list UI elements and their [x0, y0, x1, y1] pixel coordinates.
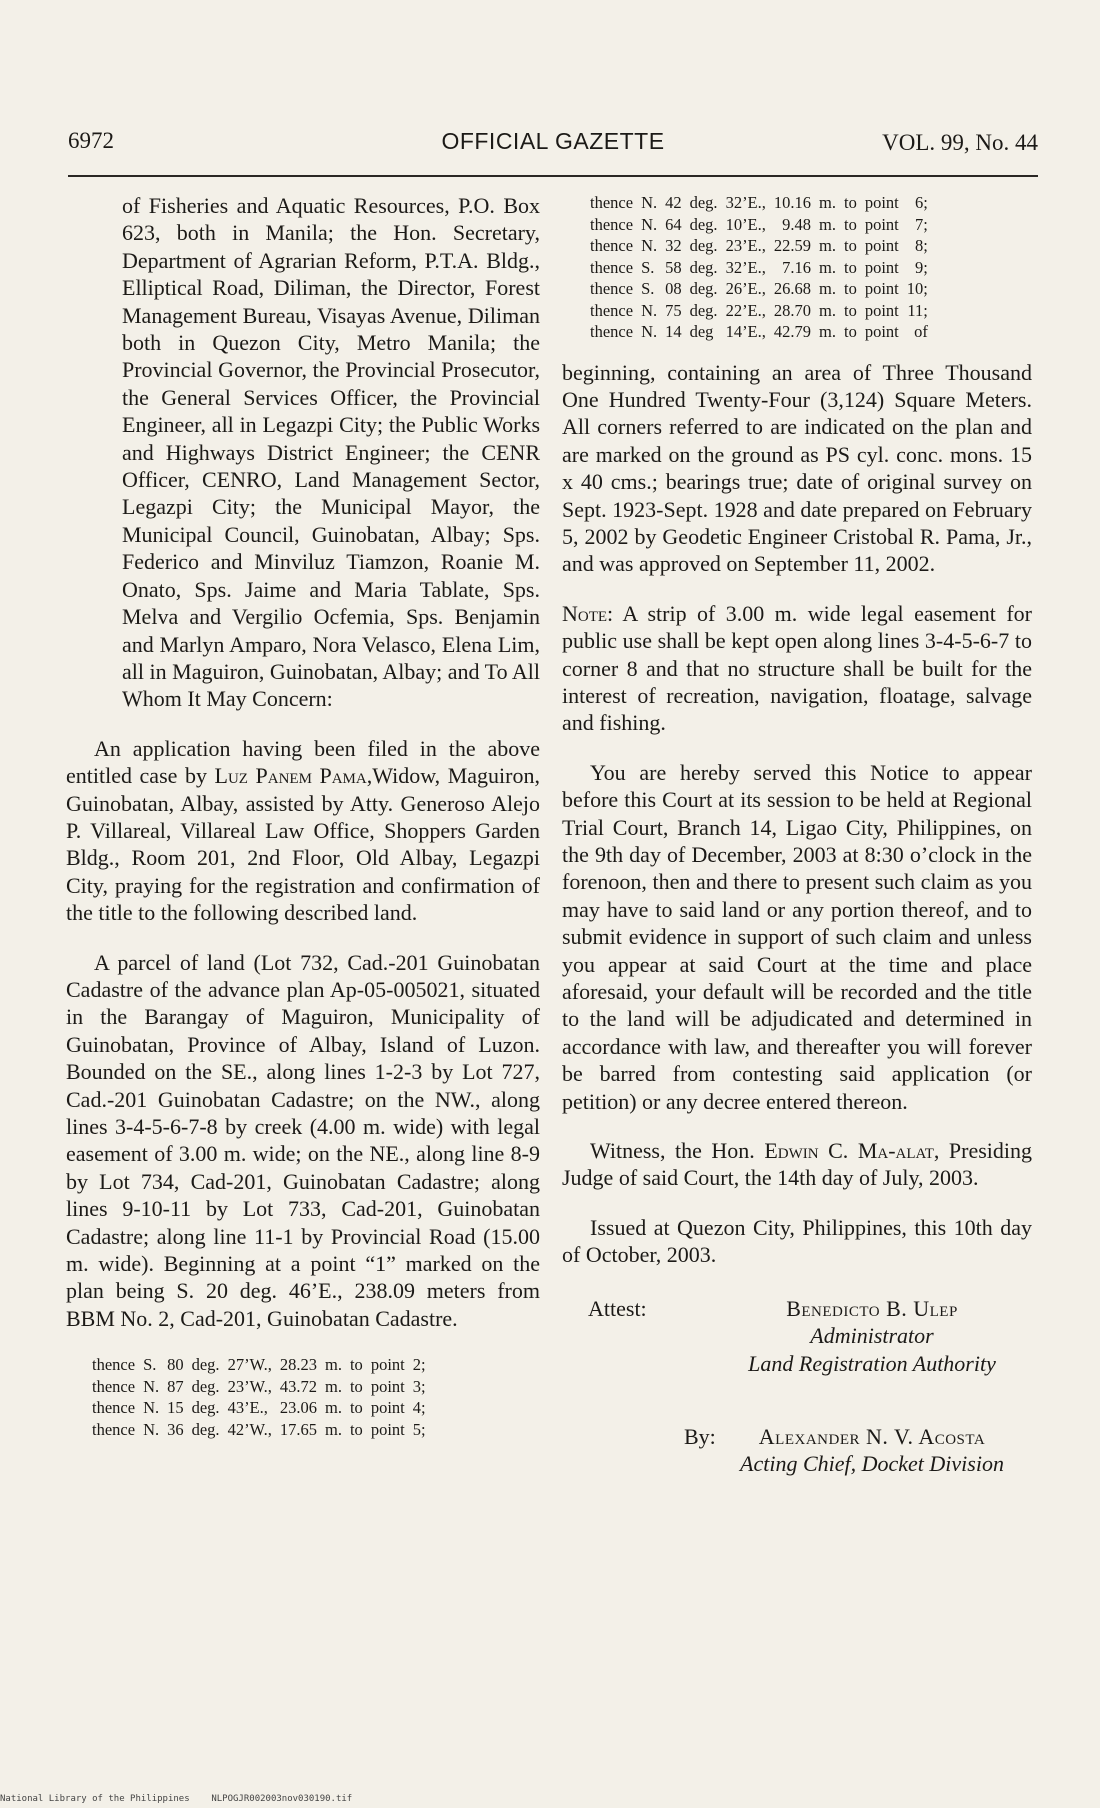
note-paragraph — [562, 600, 1032, 737]
bearing-cell-dist: 42.79 — [773, 322, 812, 341]
bearing-cell-w: thence — [92, 1376, 136, 1396]
bearing-cell-d: N. — [143, 1398, 160, 1418]
bearing-cell-w: thence — [590, 257, 634, 277]
bearing-cell-deg: deg. — [689, 257, 718, 277]
bearing-cell-p: point — [864, 214, 899, 234]
bearing-row — [88, 1376, 430, 1398]
addressees-paragraph: of Fisheries and Aquatic Resources, P.O. Box 623, both in Manila; the Hon. Secretary, Department of Agrarian Reform, P.T.A. Bldg., Elliptical Road, Diliman, the Director, Forest Management Bureau, Visayas Avenue, Diliman both in Quezon City, Metro Manila; the Provincial Governor, the Provincial Prosecutor, the General Services Officer, the Provincial Engineer, all in Legazpi City; the Public Works and Highways District Engineer; the CENR Officer, CENRO, Land Management Sector, Legazpi City; the Municipal Mayor, the Municipal Council, Guinobatan, Albay; Sps. Federico and Minviluz Tiamzon, Roanie M. Onato, Sps. Jaime and Maria Tablate, Sps. Melva and Vergilio Ocfemia, Sps. Benjamin and Marlyn Amparo, Nora Velasco, Elena Lim, all in Maguiron, Guinobatan, Albay; and To All Whom It May Concern: — [122, 193, 540, 712]
bearing-cell-deg: deg. — [689, 193, 718, 212]
bearing-cell-deg: deg. — [689, 214, 718, 234]
by-label: By: — [684, 1423, 716, 1449]
bearing-cell-dist: 17.65 — [279, 1419, 317, 1439]
bearing-cell-p: point — [370, 1376, 405, 1396]
bearing-cell-n: 75 — [665, 300, 682, 320]
bearing-cell-u: m. — [819, 214, 836, 234]
bearing-cell-dist: 7.16 — [782, 257, 812, 277]
signatory1-name: Benedicto B. Ulep — [786, 1295, 958, 1321]
bearing-cell-num: 7; — [915, 214, 928, 234]
bearings-table-right — [586, 192, 932, 343]
bearing-cell-deg: deg — [689, 322, 714, 341]
bearing-cell-u: m. — [819, 300, 836, 320]
parcel-description: A parcel of land (Lot 732, Cad.-201 Guinobatan Cadastre of the advance plan Ap-05-005021, situated in the Barangay of Maguiron, Municipality of Guinobatan, Province of Albay, Island of Luzon. Bounded on the SE., along lines 1-2-3 by Lot 727, Cad.-201 Guinobatan Cadastre; on the NW., along lines 3-4-5-6-7-8 by creek (4.00 m. wide) with legal easement of 3.00 m. wide; on the NE., along line 8-9 by Lot 734, Cad-201, Guinobatan Cadastre; along lines 9-10-11 by Lot 733, Cad-201, Guinobatan Cadastre; along line 11-1 by Provincial Road (15.00 m. wide). Beginning at a point “1” marked on the plan being S. 20 deg. 46’E., 238.09 meters from BBM No. 2, Cad-201, Guinobatan Cadastre. — [66, 949, 540, 1331]
bearing-cell-m: 32’E., — [725, 193, 766, 212]
bearing-cell-to: to — [843, 300, 857, 320]
bearing-row — [88, 1419, 430, 1441]
bearing-cell-m: 43’E., — [227, 1398, 268, 1418]
bearing-cell-n: 64 — [665, 214, 682, 234]
publication-title: OFFICIAL GAZETTE — [441, 128, 665, 154]
header-rule — [68, 175, 1038, 177]
bearing-cell-dist: 23.06 — [279, 1398, 317, 1418]
bearing-cell-num: 11; — [907, 300, 928, 320]
bearing-cell-w: thence — [590, 193, 634, 212]
bearing-cell-d: N. — [641, 193, 658, 212]
bearing-cell-d: N. — [143, 1419, 160, 1439]
bearing-cell-w: thence — [92, 1355, 136, 1375]
bearing-cell-n: 15 — [167, 1398, 184, 1418]
bearing-cell-n: 80 — [167, 1355, 184, 1375]
bearing-cell-p: point — [370, 1419, 405, 1439]
left-column — [66, 192, 540, 1440]
witness-intro: Witness, the Hon. — [590, 1138, 755, 1164]
bearing-cell-dist: 22.59 — [773, 236, 812, 255]
bearing-cell-u: m. — [325, 1376, 342, 1396]
witness-rest: , Presiding Judge of said Court, the 14th day of July, 2003. — [562, 1138, 1033, 1191]
bearing-cell-u: m. — [819, 193, 836, 212]
bearing-cell-p: point — [864, 279, 899, 298]
bearing-cell-p: point — [864, 257, 899, 277]
bearing-cell-d: N. — [641, 214, 658, 234]
bearing-cell-deg: deg. — [191, 1355, 220, 1375]
signatory2-role: Acting Chief, Docket Division — [740, 1451, 1004, 1477]
judge-name: Edwin C. Ma-alat — [764, 1138, 934, 1164]
bearing-cell-to: to — [843, 193, 857, 212]
bearing-cell-w: thence — [590, 322, 634, 341]
bearings-table-left — [88, 1354, 430, 1440]
bearing-cell-deg: deg. — [191, 1419, 220, 1439]
bearing-cell-u: m. — [325, 1355, 342, 1375]
bearing-cell-m: 23’E., — [725, 236, 766, 255]
bearing-cell-d: S. — [641, 257, 655, 277]
footer-library: National Library of the Philippines — [0, 1794, 190, 1804]
bearing-cell-p: point — [864, 193, 899, 212]
application-intro: An application having been filed in the above entitled case by — [66, 735, 540, 789]
bearing-cell-m: 26’E., — [725, 279, 766, 298]
bearing-cell-d: N. — [143, 1376, 160, 1396]
bearing-cell-num: 4; — [412, 1398, 426, 1418]
bearing-cell-w: thence — [590, 279, 634, 298]
bearing-cell-d: N. — [641, 236, 658, 255]
bearing-cell-num: of — [914, 322, 928, 341]
bearing-cell-num: 10; — [906, 279, 928, 298]
bearing-cell-w: thence — [590, 236, 634, 255]
bearing-cell-to: to — [843, 257, 857, 277]
attest-block — [562, 1295, 1032, 1405]
bearing-cell-n: 42 — [665, 193, 682, 212]
bearing-cell-to: to — [349, 1419, 363, 1439]
bearing-cell-to: to — [349, 1376, 363, 1396]
bearing-row — [88, 1354, 430, 1376]
bearing-cell-to: to — [843, 322, 857, 341]
signatory2-name: Alexander N. V. Acosta — [758, 1423, 986, 1449]
application-rest: ,Widow, Maguiron, Guinobatan, Albay, assisted by Atty. Generoso Alejo P. Villareal, Villareal Law Office, Shoppers Garden Bldg., Room 201, 2nd Floor, Old Albay, Legazpi City, praying for the registration and confirmation of the title to the following described land. — [66, 763, 540, 926]
scan-footer — [0, 1794, 352, 1804]
footer-file: NLPOGJR002003nov030190.tif — [211, 1794, 353, 1804]
bearing-cell-m: 22’E., — [725, 300, 766, 320]
bearing-cell-w: thence — [92, 1419, 136, 1439]
bearing-row — [88, 1397, 430, 1419]
bearing-cell-p: point — [370, 1355, 405, 1375]
bearing-cell-dist: 10.16 — [773, 193, 812, 212]
bearing-cell-p: point — [370, 1398, 405, 1418]
attest-label: Attest: — [588, 1295, 647, 1321]
bearing-cell-n: 32 — [665, 236, 682, 255]
bearing-row — [586, 235, 932, 257]
bearing-cell-deg: deg. — [689, 279, 718, 298]
bearing-cell-dist: 9.48 — [782, 214, 812, 234]
bearing-cell-num: 5; — [412, 1419, 426, 1439]
beginning-paragraph: beginning, containing an area of Three Thousand One Hundred Twenty-Four (3,124) Square Meters. All corners referred to are indicated on the plan and are marked on the ground as PS cyl. conc. mons. 15 x 40 cms.; bearings true; date of original survey on Sept. 1923-Sept. 1928 and date prepared on February 5, 2002 by Geodetic Engineer Cristobal R. Pama, Jr., and was approved on September 11, 2002. — [562, 359, 1032, 577]
bearing-cell-p: point — [864, 236, 899, 255]
bearing-cell-deg: deg. — [689, 236, 718, 255]
bearing-cell-to: to — [843, 214, 857, 234]
bearing-cell-d: N. — [641, 322, 658, 341]
bearing-cell-n: 58 — [665, 257, 682, 277]
bearing-cell-d: S. — [641, 279, 655, 298]
bearing-cell-d: S. — [143, 1355, 157, 1375]
bearing-cell-to: to — [349, 1398, 363, 1418]
bearing-cell-deg: deg. — [191, 1398, 220, 1418]
bearing-cell-m: 27’W., — [227, 1355, 272, 1375]
page-header — [68, 128, 1038, 168]
bearing-cell-w: thence — [590, 214, 634, 234]
signatory-administrator — [722, 1295, 1022, 1377]
bearing-cell-d: N. — [641, 300, 658, 320]
bearing-row — [586, 257, 932, 279]
volume-number: VOL. 99, No. 44 — [882, 130, 1038, 155]
bearing-row — [586, 278, 932, 300]
bearing-cell-dist: 43.72 — [279, 1376, 317, 1396]
bearing-cell-deg: deg. — [689, 300, 718, 320]
bearing-cell-u: m. — [819, 279, 836, 298]
bearing-cell-m: 10’E., — [725, 214, 766, 234]
bearing-cell-u: m. — [325, 1398, 342, 1418]
bearing-cell-p: point — [864, 322, 899, 341]
bearing-cell-to: to — [843, 236, 857, 255]
bearing-cell-num: 9; — [915, 257, 928, 277]
bearing-cell-m: 14’E., — [725, 322, 766, 341]
bearing-cell-m: 42’W., — [227, 1419, 272, 1439]
witness-paragraph — [562, 1137, 1032, 1192]
bearing-cell-u: m. — [819, 257, 836, 277]
right-column — [562, 192, 1032, 1483]
served-paragraph: You are hereby served this Notice to appear before this Court at its session to be held at Regional Trial Court, Branch 14, Ligao City, Philippines, on the 9th day of December, 2003 at 8:30 o’clock in the forenoon, then and there to present such claim as you may have to said land or any portion thereof, and to submit evidence in support of such claim and unless you appear at said Court at the time and place aforesaid, your default will be recorded and the title to the land will be adjudicated and determined in accordance with law, and thereafter you will forever be barred from contesting said application (or petition) or any decree entered thereon. — [562, 759, 1032, 1114]
bearing-cell-dist: 28.70 — [773, 300, 812, 320]
page-number: 6972 — [68, 128, 114, 153]
signatory1-agency: Land Registration Authority — [748, 1350, 996, 1376]
issued-paragraph: Issued at Quezon City, Philippines, this 10th day of October, 2003. — [562, 1214, 1032, 1268]
bearing-cell-p: point — [864, 300, 899, 320]
bearing-cell-n: 14 — [665, 322, 682, 341]
bearing-cell-n: 87 — [167, 1376, 184, 1396]
application-paragraph — [66, 735, 540, 927]
bearing-cell-to: to — [349, 1355, 363, 1375]
note-text: A strip of 3.00 m. wide legal easement for public use shall be kept open along lines 3-4-5-6-7 to corner 8 and that no structure shall be built for the interest of recreation, navigation, floatage, salvage and fishing. — [562, 600, 1032, 736]
note-label: Note: — [562, 600, 614, 626]
bearing-cell-to: to — [843, 279, 857, 298]
bearing-cell-u: m. — [819, 236, 836, 255]
by-block — [562, 1423, 1032, 1483]
bearing-cell-n: 08 — [665, 279, 682, 298]
bearing-cell-u: m. — [819, 322, 836, 341]
signatory-docket-chief — [722, 1423, 1022, 1478]
bearing-cell-dist: 28.23 — [279, 1355, 317, 1375]
bearing-cell-num: 8; — [915, 236, 928, 255]
bearing-cell-w: thence — [590, 300, 634, 320]
bearing-cell-m: 23’W., — [227, 1376, 272, 1396]
bearing-row — [586, 321, 932, 343]
bearing-row — [586, 214, 932, 236]
bearing-cell-u: m. — [325, 1419, 342, 1439]
bearing-row — [586, 192, 932, 214]
bearing-cell-num: 2; — [412, 1355, 426, 1375]
bearing-cell-m: 32’E., — [725, 257, 766, 277]
bearing-row — [586, 300, 932, 322]
bearing-cell-dist: 26.68 — [773, 279, 812, 298]
bearing-cell-w: thence — [92, 1398, 136, 1418]
signatory1-role: Administrator — [810, 1323, 934, 1349]
bearing-cell-num: 6; — [915, 193, 928, 212]
bearing-cell-n: 36 — [167, 1419, 184, 1439]
bearing-cell-deg: deg. — [191, 1376, 220, 1396]
bearing-cell-num: 3; — [412, 1376, 426, 1396]
applicant-name: Luz Panem Pama — [214, 763, 367, 789]
